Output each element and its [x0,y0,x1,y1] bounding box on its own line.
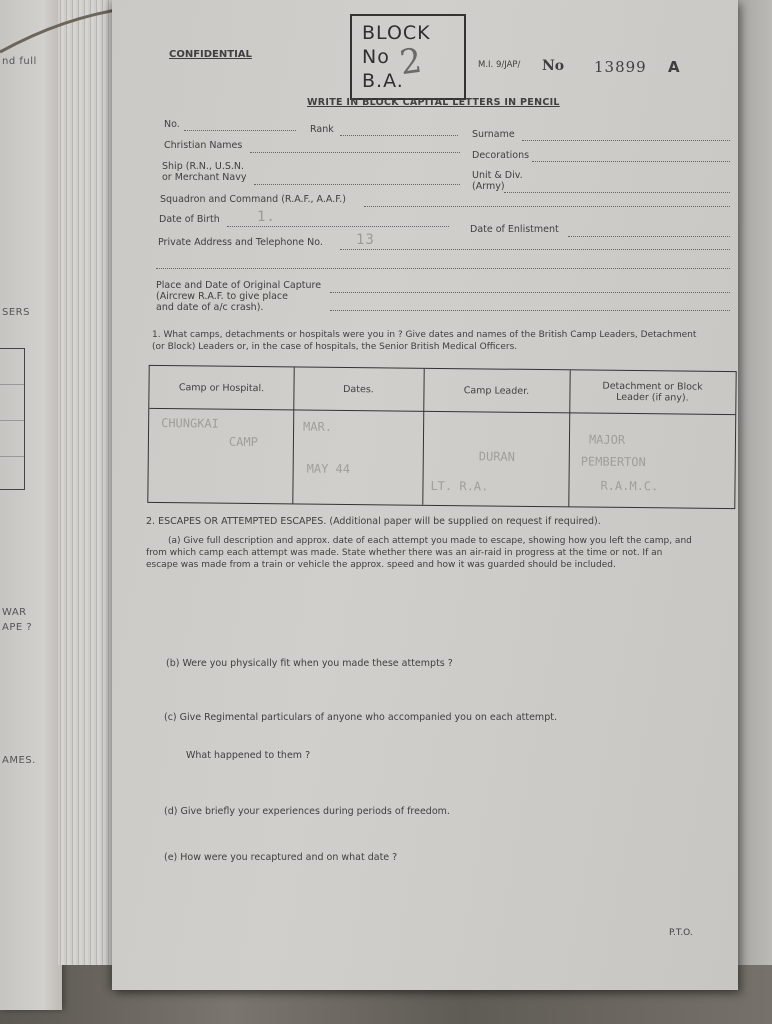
field-unit-label-1: Unit & Div. [472,170,523,181]
field-squadron-label: Squadron and Command (R.A.F., A.A.F.) [160,194,346,205]
field-ship-label-1: Ship (R.N., U.S.N. [162,161,245,172]
camps-table [147,365,736,509]
table-cell-leader: DURAN [478,449,515,464]
table-cell-dates: MAY 44 [306,461,351,477]
field-no-line [184,130,296,131]
q2-a-line-2: from which camp each attempt was made. State whether there was an air-raid in progress at the time or not. If an [146,548,663,558]
table-cell-camp: CHUNGKAI [161,416,219,431]
q2-e: (e) How were you recaptured and on what date ? [164,852,398,863]
stamp-line-3: B.A. [362,70,404,92]
table-divider [568,370,570,506]
form-page [112,0,738,990]
field-no-label: No. [164,119,180,130]
page-stack [58,0,118,965]
field-squadron-line [364,206,730,207]
q2-b: (b) Were you physically fit when you made these attempts ? [166,658,453,669]
field-address-line-2 [156,268,730,269]
field-address-line [340,249,730,250]
table-cell-detachment: R.A.M.C. [600,478,659,494]
field-rank-line [340,135,458,136]
stamp-line-1: BLOCK [362,22,431,44]
table-cell-detachment: PEMBERTON [580,454,646,470]
q2-title: 2. ESCAPES OR ATTEMPTED ESCAPES. (Additional paper will be supplied on request if required). [146,516,601,527]
table-cell-leader: LT. R.A. [430,478,489,494]
q2-d: (d) Give briefly your experiences during periods of freedom. [164,806,450,817]
pto-label: P.T.O. [669,928,693,938]
left-fragment: nd full [2,56,37,67]
left-page [0,0,62,1010]
field-decorations-line [532,161,730,162]
field-ship-label-2: or Merchant Navy [162,172,247,183]
field-capture-line-2 [330,310,730,311]
table-header-leader: Camp Leader. [463,384,530,397]
field-enlistment-line [568,236,730,237]
left-fragment: SERS [2,307,30,318]
q1-text-1: 1. What camps, detachments or hospitals were you in ? Give dates and names of the British Camp Leaders, Detachment [152,330,697,340]
field-dob-label: Date of Birth [159,214,220,225]
instruction: WRITE IN BLOCK CAPITAL LETTERS IN PENCIL [307,97,560,108]
field-christian-line [250,152,460,153]
field-capture-label-2: (Aircrew R.A.F. to give place [156,291,288,302]
table-divider [422,369,424,505]
field-enlistment-label: Date of Enlistment [470,224,559,235]
serial-suffix: A [668,58,680,76]
field-capture-label-1: Place and Date of Original Capture [156,280,322,291]
field-surname-line [522,140,730,141]
field-unit-line [504,192,730,193]
field-address-label: Private Address and Telephone No. [158,237,323,248]
field-surname-label: Surname [472,129,515,140]
field-dob-line [227,226,449,227]
left-fragment: APE ? [2,622,33,633]
field-dob-value: 1. [257,209,276,225]
q2-a-line-3: escape was made from a train or vehicle the approx. speed and how it was guarded should be included. [146,560,616,570]
left-fragment: WAR [2,607,27,618]
field-decorations-label: Decorations [472,150,530,161]
q2-c: (c) Give Regimental particulars of anyone who accompanied you on each attempt. [164,712,557,723]
field-unit-label-2: (Army) [472,181,505,192]
block-stamp [350,14,466,100]
field-address-value: 13 [356,232,375,248]
right-edge [738,0,772,965]
table-cell-camp: CAMP [228,434,258,450]
number-label: No [542,58,565,74]
field-christian-label: Christian Names [164,140,243,151]
confidential-label: CONFIDENTIAL [169,49,252,60]
serial-number: 13899 [594,58,647,76]
q2-c-followup: What happened to them ? [186,750,311,761]
q1-text-2: (or Block) Leaders or, in the case of hospitals, the Senior British Medical Officers. [152,342,518,352]
table-cell-detachment: MAJOR [588,432,626,447]
field-capture-label-3: and date of a/c crash). [156,302,264,313]
q2-a-line-1: (a) Give full description and approx. date of each attempt you made to escape, showing how you left the camp, and [168,536,692,546]
table-header-dates: Dates. [343,383,374,395]
left-box [0,348,25,490]
table-header-camp: Camp or Hospital. [178,381,265,394]
left-fragment: AMES. [2,755,36,766]
ref-code: M.I. 9/JAP/ [478,60,521,70]
table-header-detachment: Detachment or Block Leader (if any). [602,380,703,404]
stamp-handwritten-number: 2 [397,40,425,84]
table-divider [292,367,294,503]
stamp-line-2: No [362,46,390,68]
table-cell-dates: MAR. [303,419,333,434]
field-ship-line [254,184,460,185]
field-rank-label: Rank [310,124,334,135]
field-capture-line [330,292,730,293]
